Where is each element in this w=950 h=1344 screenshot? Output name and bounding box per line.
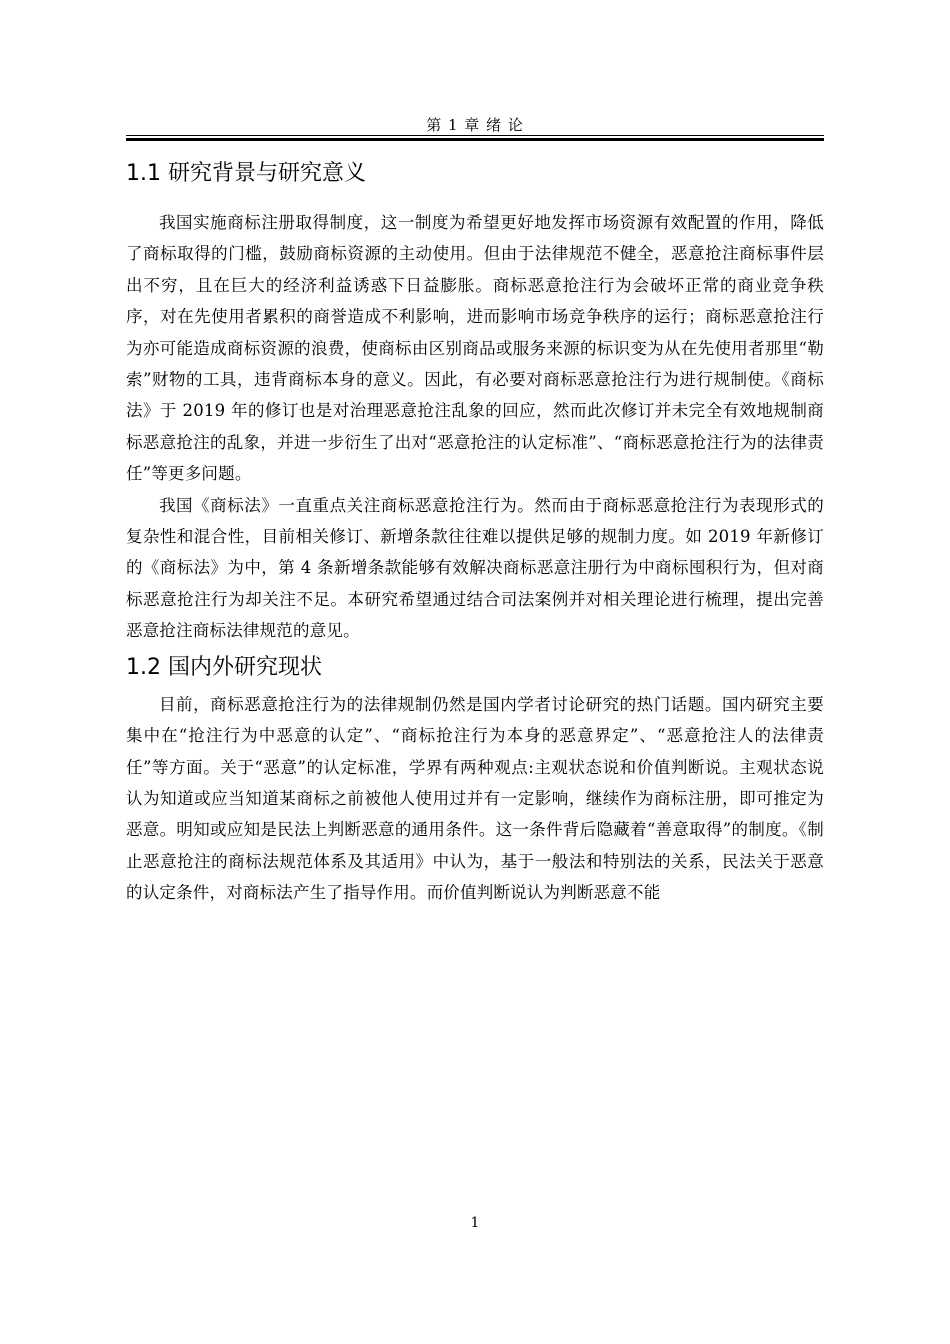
section-heading-1-2: 1.2 国内外研究现状 xyxy=(126,654,322,680)
header-rule-thick xyxy=(126,138,824,141)
page-number: 1 xyxy=(470,1215,480,1231)
paragraph: 我国实施商标注册取得制度，这一制度为希望更好地发挥市场资源有效配置的作用，降低了商标取得的门槛，鼓励商标资源的主动使用。但由于法律规范不健全，恶意抢注商标事件层出不穷，且在巨大的经济利益诱惑下日益膨胀。商标恶意抢注行为会破坏正常的商业竞争秩序，对在先使用者累积的商誉造成不利影响，进而影响市场竞争秩序的运行；商标恶意抢注行为亦可能造成商标资源的浪费，使商标由区别商品或服务来源的标识变为从在先使用者那里“勒索”财物的工具，违背商标本身的意义。因此，有必要对商标恶意抢注行为进行规制使。《商标法》于 2019 年的修订也是对治理恶意抢注乱象的回应，然而此次修订并未完全有效地规制商标恶意抢注的乱象，并进一步衍生了出对“恶意抢注的认定标准”、“商标恶意抢注行为的法律责任”等更多问题。 xyxy=(126,213,824,484)
running-header-chapter-title: 第 1 章 绪 论 xyxy=(426,116,524,134)
header-rule-thin xyxy=(126,135,824,136)
section-heading-1-1: 1.1 研究背景与研究意义 xyxy=(126,161,366,186)
paragraph: 我国《商标法》一直重点关注商标恶意抢注行为。然而由于商标恶意抢注行为表现形式的复杂性和混合性，目前相关修订、新增条款往往难以提供足够的规制力度。如 2019 年新修订的《商标法》为中，第 4 条新增条款能够有效解决商标恶意注册行为中商标囤积行为，但对商标恶意抢注行为却关注不足。本研究希望通过结合司法案例并对相关理论进行梳理，提出完善恶意抢注商标法律规范的意见。 xyxy=(126,495,824,641)
paragraph: 目前，商标恶意抢注行为的法律规制仍然是国内学者讨论研究的热门话题。国内研究主要集中在“抢注行为中恶意的认定”、“商标抢注行为本身的恶意界定”、“恶意抢注人的法律责任”等方面。关于“恶意”的认定标准，学界有两种观点:主观状态说和价值判断说。主观状态说认为知道或应当知道某商标之前被他人使用过并有一定影响，继续作为商标注册，即可推定为恶意。明知或应知是民法上判断恶意的通用条件。这一条件背后隐藏着“善意取得”的制度。《制止恶意抢注的商标法规范体系及其适用》中认为，基于一般法和特别法的关系，民法关于恶意的认定条件，对商标法产生了指导作用。而价值判断说认为判断恶意不能 xyxy=(126,694,824,903)
document-body xyxy=(126,155,824,909)
